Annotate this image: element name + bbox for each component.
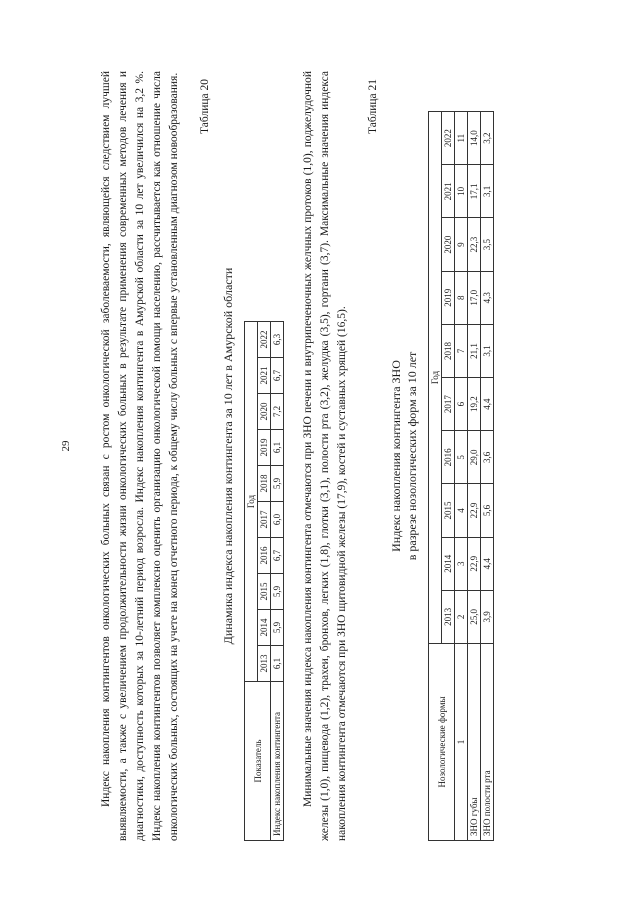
table-21-title-line1: Индекс накопления контингента ЗНО: [389, 360, 403, 552]
table-cell: 14,0: [468, 112, 481, 165]
table-cell: 22,9: [468, 484, 481, 537]
table-cell: 19,2: [468, 378, 481, 431]
table-header-nosology: Нозологические формы: [429, 643, 455, 840]
table-header-year-cell: 2013: [442, 590, 455, 643]
table-row-label: Индекс накопления контингента: [271, 682, 284, 841]
table-header-year-cell: 2018: [442, 324, 455, 377]
table-20-title: Динамика индекса накопления контингента за 10 лет в Амурской области: [221, 267, 235, 645]
table-row: [468, 112, 481, 841]
table-cell: 4,3: [481, 271, 494, 324]
table-cell: 22,3: [468, 218, 481, 271]
table-row: [271, 322, 284, 841]
table-cell: 6,3: [271, 322, 284, 358]
table-cell: 4,4: [481, 537, 494, 590]
table-column-number: 4: [455, 484, 468, 537]
table-row: [455, 112, 468, 841]
table-header-year-cell: 2018: [258, 466, 271, 502]
paragraph-accumulation-index: Индекс накопления контингентов онкологических больных связан с ростом онкологической заболеваемости, являющейся следствием лучшей выявляемости, а также с увеличением продолжительности жизни онкологических больных в результате применения современных методов лечения и диагностики, доступность которых за 10-летний период возросла. Индекс накопления контингента в Амурской области за 10 лет увеличился на 3,2 %. Индекс накопления контингентов позволяет комплексно оценить организацию онкологической помощи населению, рассчитывается как отношение числа онкологических больных, состоящих на учете на конец отчетного периода, к общему числу больных с впервые установленным диагнозом новообразования.: [100, 71, 180, 841]
table-header-year-cell: 2021: [258, 358, 271, 394]
table-header-year-cell: 2016: [258, 538, 271, 574]
table-cell: 3,1: [481, 324, 494, 377]
table-21-label: Таблица 21: [367, 79, 379, 134]
table-cell: 5,9: [271, 466, 284, 502]
table-cell: 17,1: [468, 165, 481, 218]
rotated-page-content: [98, 71, 538, 841]
table-20-label: Таблица 20: [199, 79, 211, 134]
table-21-title-line2: в разрезе нозологических форм за 10 лет: [405, 351, 419, 561]
table-column-number: 2: [455, 590, 468, 643]
table-header-indicator: Показатель: [245, 682, 271, 841]
table-row: [481, 112, 494, 841]
table-header-year-cell: 2014: [442, 537, 455, 590]
table-column-number: 11: [455, 112, 468, 165]
table-cell: 3,9: [481, 590, 494, 643]
table-header-year-cell: 2014: [258, 610, 271, 646]
table-header-year: Год: [245, 322, 258, 682]
table-cell: 6,0: [271, 502, 284, 538]
table-row: [429, 112, 442, 841]
table-20: [244, 321, 284, 841]
table-cell: 5,6: [481, 484, 494, 537]
table-cell: 25,0: [468, 590, 481, 643]
paragraph-min-max-values: Минимальные значения индекса накопления контингента отмечаются при ЗНО печени и внутрипеченочных желчных протоков (1,0), поджелудочной железы (1,0), пищевода (1,2), трахеи, бронхов, легких (1,8), глотки (3,1), полости рта (3,2), желудка (3,5), гортани (3,7). Максимальные значения индекса накопления контингента отмечаются при ЗНО щитовидной железы (17,9), костей и суставных хрящей (16,5).: [302, 71, 348, 841]
table-cell: 3,1: [481, 165, 494, 218]
table-row-label: ЗНО полости рта: [481, 643, 494, 840]
table-cell: 7,2: [271, 394, 284, 430]
table-header-year-cell: 2022: [442, 112, 455, 165]
table-header-year-cell: 2020: [258, 394, 271, 430]
table-header-year-cell: 2016: [442, 431, 455, 484]
page-number: 29: [60, 440, 72, 452]
table-row: [245, 322, 258, 841]
table-cell: 29,0: [468, 431, 481, 484]
table-cell: 4,4: [481, 378, 494, 431]
table-header-year-cell: 2020: [442, 218, 455, 271]
table-header-year-cell: 2017: [442, 378, 455, 431]
table-header-year-cell: 2017: [258, 502, 271, 538]
table-cell: 5,9: [271, 610, 284, 646]
table-cell: 6,7: [271, 538, 284, 574]
table-cell: 3,2: [481, 112, 494, 165]
table-cell: 6,1: [271, 430, 284, 466]
table-column-number: 3: [455, 537, 468, 590]
table-column-number: 1: [455, 643, 468, 840]
table-cell: 5,9: [271, 574, 284, 610]
table-header-year-cell: 2019: [442, 271, 455, 324]
table-21: [428, 111, 494, 841]
table-column-number: 5: [455, 431, 468, 484]
table-header-year-cell: 2015: [442, 484, 455, 537]
table-cell: 6,1: [271, 646, 284, 682]
table-header-year-cell: 2022: [258, 322, 271, 358]
table-cell: 3,6: [481, 431, 494, 484]
table-cell: 6,7: [271, 358, 284, 394]
table-header-year-cell: 2015: [258, 574, 271, 610]
table-21-title: [388, 71, 420, 841]
table-column-number: 6: [455, 378, 468, 431]
table-cell: 17,0: [468, 271, 481, 324]
table-header-year-cell: 2019: [258, 430, 271, 466]
table-header-year-cell: 2021: [442, 165, 455, 218]
table-column-number: 7: [455, 324, 468, 377]
table-column-number: 8: [455, 271, 468, 324]
table-header-year: Год: [429, 112, 442, 644]
table-row-label: ЗНО губы: [468, 643, 481, 840]
table-cell: 21,1: [468, 324, 481, 377]
table-header-year-cell: 2013: [258, 646, 271, 682]
table-cell: 3,5: [481, 218, 494, 271]
table-cell: 22,9: [468, 537, 481, 590]
table-column-number: 9: [455, 218, 468, 271]
table-column-number: 10: [455, 165, 468, 218]
